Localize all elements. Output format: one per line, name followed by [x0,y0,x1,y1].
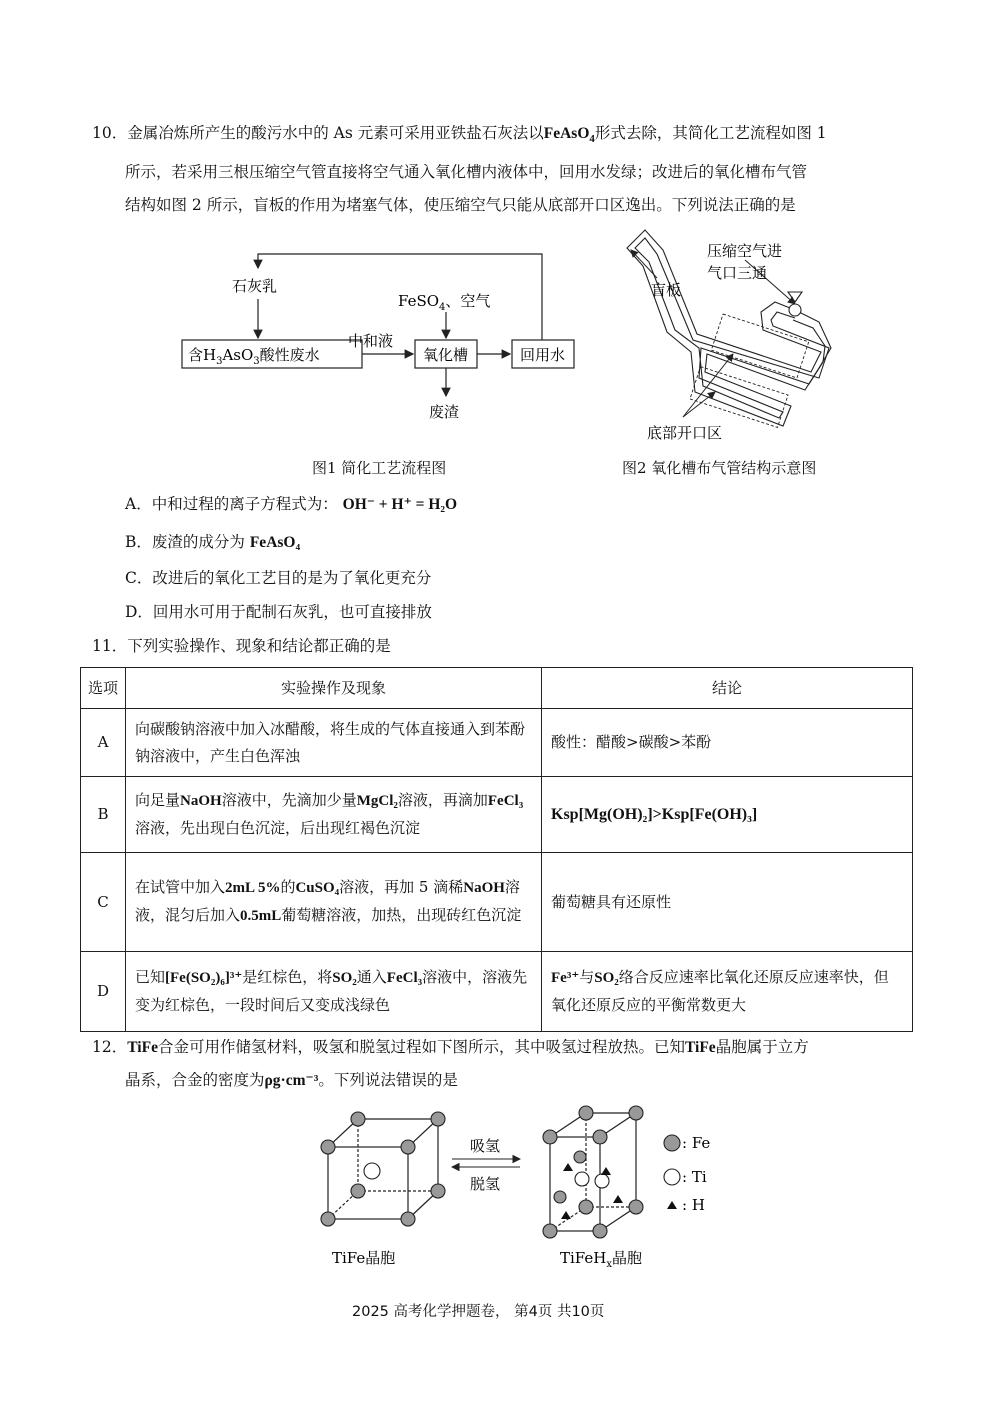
legend-ti-label: : Ti [682,1168,707,1186]
lower-open-zone [690,367,788,428]
table-header-row [81,668,913,709]
air-inlet-label-1: 压缩空气进 [707,242,783,260]
q12-line1: 12．TiFe合金可用作储氢材料，吸氢和脱氢过程如下图所示，其中吸氢过程放热。已知TiFe晶胞属于立方 [92,1038,809,1056]
table-row [81,709,913,777]
reuse-water-label: 回用水 [520,346,566,364]
feso4-label: FeSO$_4$、空气 [398,292,491,313]
q12-line2: 晶系，合金的密度为ρg·cm⁻³。下列说法错误的是 [125,1071,458,1089]
q10-line3: 结构如图 2 所示，盲板的作用为堵塞气体，使压缩空气只能从底部开口区逸出。下列说法正确的是 [125,196,796,215]
table-row [81,853,913,952]
row-operation: 向足量NaOH溶液中，先滴加少量MgCl₂溶液，再滴加FeCl₃溶液，先出现白色沉淀，后出现红褐色沉淀 [126,777,542,853]
experiment-table [80,667,913,1032]
air-inlet-cap [788,292,802,302]
fig1-caption: 图1 简化工艺流程图 [312,459,447,477]
lime-milk-label: 石灰乳 [232,277,278,295]
bottom-pointer-1 [683,354,733,417]
row-operation: 已知[Fe(SO₂)₆]³⁺是红棕色，将SO₂通入FeCl₃溶液中，溶液先变为红棕色，一段时间后又变成浅绿色 [126,952,542,1032]
wastewater-label: 含$H_3AsO_3$酸性废水 [188,346,320,367]
q10-option-a: A．中和过程的离子方程式为： OH⁻ + H⁺ = H₂O [125,495,458,513]
row-label: C [81,853,126,952]
row-conclusion: Fe³⁺与SO₂络合反应速率比氧化还原反应速率快，但氧化还原反应的平衡常数更大 [542,952,913,1032]
legend-ti-icon [664,1169,680,1185]
question-10 [92,117,922,222]
table-row [81,952,913,1032]
q10-option-c: C．改进后的氧化工艺目的是为了氧化更充分 [125,569,432,587]
blind-pointer [631,250,657,278]
bottom-pointer-2 [683,392,715,417]
blind-plate-label: 盲板 [651,281,682,299]
tife-cell [328,1119,438,1219]
row-operation: 向碳酸钠溶液中加入冰醋酸，将生成的气体直接通入到苯酚钠溶液中，产生白色浑浊 [126,709,542,777]
air-inlet-tee [789,304,801,316]
tifehx-fe-atoms [543,1106,643,1238]
tifehx-caption: TiFeH$_x$晶胞 [560,1249,643,1270]
legend-h-icon [667,1201,677,1209]
gas-pipe-diagram [605,222,865,447]
legend-fe-icon [664,1135,680,1151]
row-label: D [81,952,126,1032]
page-footer: 2025 高考化学押题卷， 第4页 共10页 [352,1304,605,1320]
air-inlet-label-2: 气口三通 [707,264,768,282]
desorb-label: 脱氢 [470,1175,501,1193]
row-conclusion: Ksp[Mg(OH)₂]>Ksp[Fe(OH)₃] [542,777,913,853]
absorb-label: 吸氢 [470,1137,501,1155]
legend-fe-label: : Fe [682,1134,711,1152]
process-flow-diagram [170,240,590,430]
q10-line1: 10．金属冶炼所产生的酸污水中的 As 元素可采用亚铁盐石灰法以FeAsO$_4$形式去除，其简化工艺流程如图 1 [92,124,827,146]
q10-option-b: B．废渣的成分为 FeAsO₄ [125,533,301,551]
legend-h-label: : H [682,1196,705,1214]
bottom-opening-label: 底部开口区 [647,424,723,442]
header-operation: 实验操作及现象 [126,668,542,709]
row-conclusion: 葡萄糖具有还原性 [542,853,913,952]
slag-label: 废渣 [429,403,460,421]
row-conclusion: 酸性：醋酸>碳酸>苯酚 [542,709,913,777]
upper-open-zone [711,314,808,378]
tife-caption: TiFe晶胞 [332,1249,396,1267]
row-label: B [81,777,126,853]
question-12 [92,1031,922,1097]
table-row [81,777,913,853]
header-option: 选项 [81,668,126,709]
q10-option-d: D．回用水可用于配制石灰乳，也可直接排放 [125,603,432,621]
question-11-stem: 11．下列实验操作、现象和结论都正确的是 [92,637,391,655]
tife-ti-atom [364,1163,380,1179]
header-conclusion: 结论 [542,668,913,709]
tifehx-cell [550,1113,636,1231]
fig2-caption: 图2 氧化槽布气管结构示意图 [622,459,817,477]
q10-line2: 所示，若采用三根压缩空气管直接将空气通入氧化槽内液体中，回用水发绿；改进后的氧化槽布气管 [125,163,808,182]
oxidation-tank-label: 氧化槽 [423,346,469,364]
row-operation: 在试管中加入2mL 5%的CuSO₄溶液，再加 5 滴稀NaOH溶液，混匀后加入0.5mL葡萄糖溶液，加热，出现砖红色沉淀 [126,853,542,952]
row-label: A [81,709,126,777]
neutral-label: 中和液 [348,332,394,350]
crystal-cell-diagram [310,1105,730,1275]
